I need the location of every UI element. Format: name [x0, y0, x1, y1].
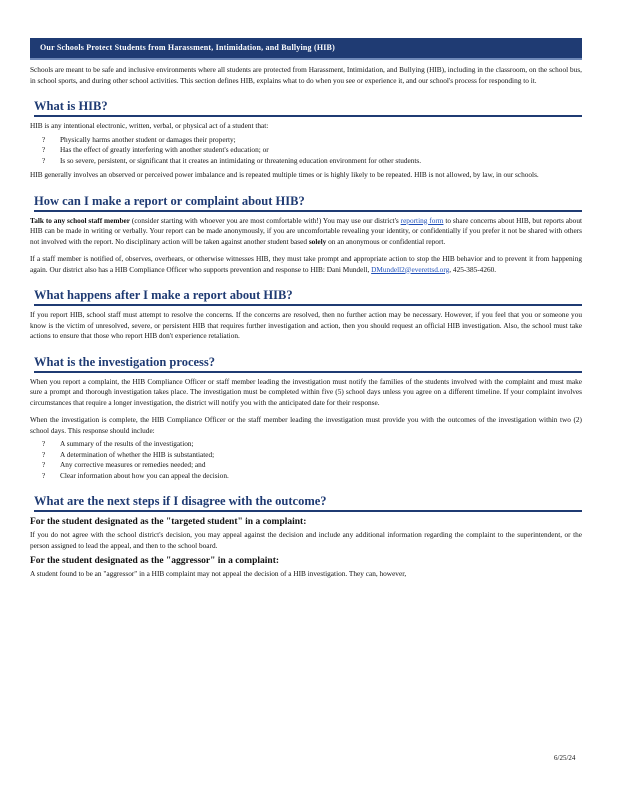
subheading-targeted-student: For the student designated as the "targeted student" in a complaint: — [30, 517, 307, 527]
bullet-mark: ? — [42, 439, 46, 448]
subheading-aggressor: For the student designated as the "aggressor" in a complaint: — [30, 556, 280, 566]
targeted-student-paragraph: If you do not agree with the school district's decision, you may appeal against the decision and include any additional information regarding the complaint to the superintendent, or the person assigned to lead the appeal, and then to the school board. — [30, 530, 582, 550]
footer-date: 6/25/24 — [554, 754, 576, 762]
investigation-paragraph-1: When you report a complaint, the HIB Compliance Officer or staff member leading the investigation must notify the families of the students involved with the complaint and must make sure a prompt and thorough investigation takes place. The investigation must be completed within five (5) school days unless you agree on a different timeline. If your complaint involves circumstances that require a longer investigation, the district will notify you with the anticipated date for their response. — [30, 376, 582, 407]
list-item: ? Any corrective measures or remedies needed; and — [42, 460, 206, 469]
compliance-officer-email-link[interactable]: DMundell2@everettsd.org — [371, 264, 450, 274]
staff-action-paragraph: If a staff member is notified of, observes, overhears, or otherwise witnesses HIB, they must take prompt and appropriate action to stop the HIB behavior and to prevent it from happening again. Our district also has a HIB Compliance Officer who supports prevention and response to HIB: Dani Mundell, DMundell2@everettsd.org, 425-385-4260. — [30, 254, 582, 274]
bullet-mark: ? — [42, 470, 46, 480]
bullet-mark: ? — [42, 155, 46, 165]
heading-what-is-hib: What is HIB? — [34, 98, 582, 117]
bullet-mark: ? — [42, 460, 46, 469]
list-item: ? Has the effect of greatly interfering with another student's education; or — [42, 145, 269, 154]
report-paragraph: Talk to any school staff member (consider starting with whoever you are most comfortable with!) You may use our district's reporting form to share concerns about HIB, but reports about HIB can be made in writing or verbally. Your report can be made anonymously, if you are uncomfortable revealing your identity, or confidentially if you prefer it not be shared with others not involved with the report. No disciplinary action will be taken against another student based solely on an anonymous or confidential report. — [30, 215, 583, 246]
heading-how-to-report: How can I make a report or complaint about HIB? — [34, 193, 582, 212]
list-item: ? A determination of whether the HIB is substantiated; — [42, 449, 215, 459]
list-item: ? Physically harms another student or damages their property; — [42, 134, 236, 144]
bullet-mark: ? — [42, 449, 46, 459]
bullet-mark: ? — [42, 145, 46, 154]
page-banner: Our Schools Protect Students from Harassment, Intimidation, and Bullying (HIB) — [30, 38, 582, 60]
heading-next-steps: What are the next steps if I disagree with the outcome? — [34, 493, 582, 512]
reporting-form-link[interactable]: reporting form — [400, 215, 444, 225]
heading-investigation: What is the investigation process? — [34, 354, 582, 373]
talk-to-staff-text: Talk to any school staff member — [30, 215, 130, 225]
bullet-mark: ? — [42, 134, 46, 144]
hib-definition: HIB is any intentional electronic, written, verbal, or physical act of a student that: — [30, 121, 269, 130]
list-item: ? Clear information about how you can appeal the decision. — [42, 470, 229, 480]
hib-closing-paragraph: HIB generally involves an observed or perceived power imbalance and is repeated multiple times or is highly likely to be repeated. HIB is not allowed, by law, in our schools. — [30, 170, 539, 179]
heading-after-report: What happens after I make a report about HIB? — [34, 287, 582, 306]
after-report-paragraph: If you report HIB, school staff must attempt to resolve the concerns. If the concerns are resolved, then no further action may be necessary. However, if you feel that you or someone you know is the victim of unresolved, severe, or persistent HIB that requires further investigation and action, then you should request an official HIB investigation. Also, the school must take actions to ensure that those who report HIB don't experience retaliation. — [30, 310, 582, 340]
investigation-response-list — [30, 439, 582, 481]
intro-paragraph: Schools are meant to be safe and inclusive environments where all students are protected from Harassment, Intimidation, and Bullying (HIB), including in the classroom, on the school bus, in school sports, and during other school activities. This section defines HIB, explains what to do when you see or experience it, and our school's process for responding to it. — [30, 65, 582, 85]
aggressor-paragraph: A student found to be an "aggressor" in a HIB complaint may not appeal the decision of a HIB investigation. They can, however, — [30, 569, 407, 578]
solely-text: solely — [308, 236, 327, 246]
list-item: ? A summary of the results of the investigation; — [42, 439, 194, 448]
investigation-paragraph-2: When the investigation is complete, the HIB Compliance Officer or the staff member leading the investigation must provide you with the outcomes of the investigation within two (2) school days. This response should include: — [30, 415, 582, 435]
hib-criteria-list — [30, 135, 582, 167]
list-item: ? Is so severe, persistent, or significant that it creates an intimidating or threatening education environment for other students. — [42, 155, 422, 165]
document-page — [30, 38, 582, 580]
